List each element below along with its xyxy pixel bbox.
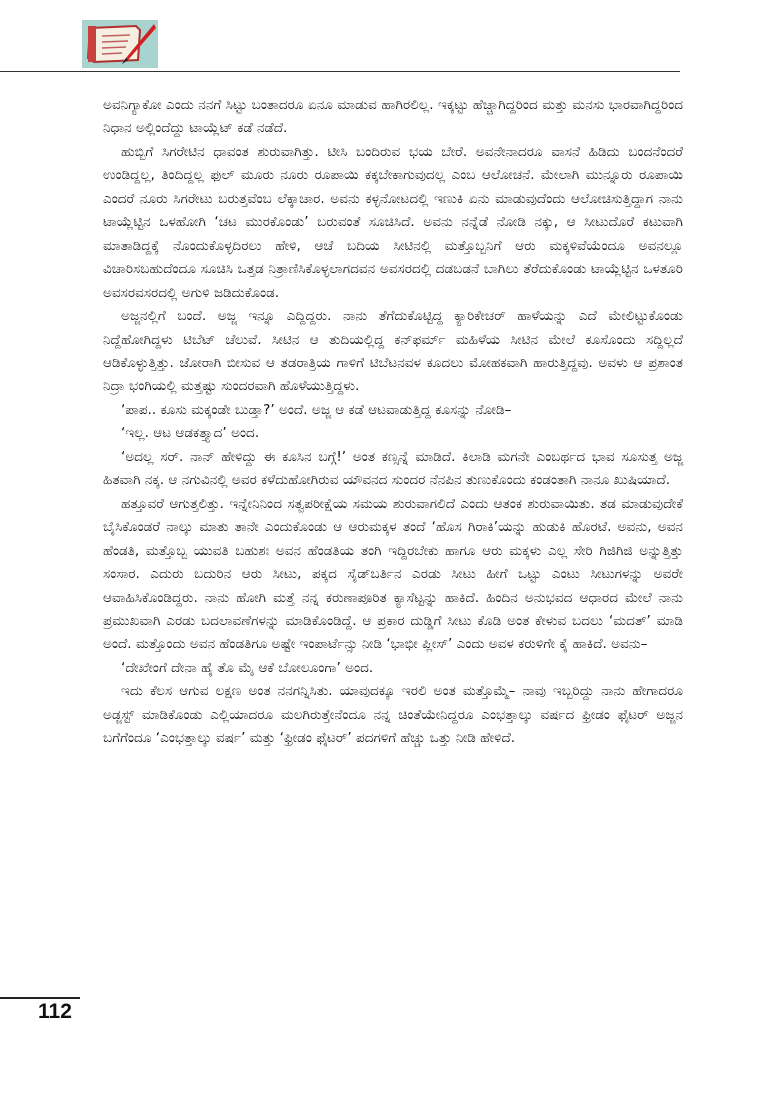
paragraph: ಹುಬ್ಬಿಗೆ ಸಿಗರೇಟಿನ ಧಾವಂತ ಶುರುವಾಗಿತ್ತು. ಟೀಸಿ ಬಂದಿರುವ ಭಯ ಬೇರೆ. ಅವನೇನಾದರೂ ವಾಸನೆ ಹಿಡಿದು ಬಂದನೆಂದರೆ ಉಂಡಿದ್ದಲ್ಲ, ತಿಂದಿದ್ದಲ್ಲ ಫುಲ್ ಮೂರು ನೂರು ರೂಪಾಯಿ ಕಕ್ಕಬೇಕಾಗುವುದಲ್ಲ ಎಂಬ ಆಲೋಚನೆ. ಮೇಲಾಗಿ ಮುನ್ನೂರು ರೂಪಾಯಿ ಎಂದರೆ ನೂರು ಸಿಗರೇಟು ಬರುತ್ತವೆಂಬ ಲೆಕ್ಕಾಚಾರ. ಅವನು ಕಳ್ಳನೋಟದಲ್ಲಿ ಇಣುಕಿ ಏನು ಮಾಡುವುದೆಂದು ಆಲೋಚಿಸುತ್ತಿದ್ದಾಗ ನಾನು ಟಾಯ್ಲೆಟ್ಟಿನ ಒಳಹೋಗಿ ‘ಚಟ ಮುರಕೊಂಡು’ ಬರುವಂತೆ ಸೂಚಿಸಿದೆ. ಅವನು ನನ್ನೆಡೆ ನೋಡಿ ನಕ್ಕು, ಆ ಸೀಟುದೊರೆ ಕಟುವಾಗಿ ಮಾತಾಡಿದ್ದಕ್ಕೆ ನೊಂದುಕೊಳ್ಳದಿರಲು ಹೇಳಿ, ಆಚೆ ಬದಿಯ ಸೀಟಿನಲ್ಲಿ ಮತ್ತೊಬ್ಬನಿಗೆ ಆರು ಮಕ್ಕಳಿವೆಯೆಂದೂ ಅವನಲ್ಲೂ ವಿಚಾರಿಸಬಹುದೆಂದೂ ಸೂಚಿಸಿ ಒತ್ತಡ ನಿತ್ರಾಣಿಸಿಕೊಳ್ಳಲಾಗದವನ ಅವಸರದಲ್ಲಿ ದಡಬಡನೆ ಬಾಗಿಲು ತೆರೆದುಕೊಂಡು ಟಾಯ್ಲೆಟ್ಟಿನ ಒಳತೂರಿ ಅವಸರವಸರದಲ್ಲಿ ಅಗುಳಿ ಜಡಿದುಕೊಂಡ. xyxy=(103,143,683,301)
page-number: 112 xyxy=(38,1000,72,1023)
footer-rule xyxy=(0,997,80,999)
header-rule xyxy=(0,71,680,72)
paragraph: ‘ಅದಲ್ಲ ಸರ್. ನಾನ್ ಹೇಳಿದ್ದು ಈ ಕೂಸಿನ ಬಗ್ಗೆ!’ ಅಂತ ಕಣ್ಸನ್ನೆ ಮಾಡಿದೆ. ಕಿಲಾಡಿ ಮಗನೇ ಎಂಬರ್ಥದ ಭಾವ ಸೂಸುತ್ತ ಅಜ್ಜ ಹಿತವಾಗಿ ನಕ್ಕ. ಆ ನಗುವಿನಲ್ಲಿ ಅವರ ಕಳೆದುಹೋಗಿರುವ ಯೌವನದ ಸುಂದರ ನೆನಪಿನ ತುಣುಕೊಂದು ಕಂಡಂತಾಗಿ ನಾನೂ ಖುಷಿಯಾದೆ. xyxy=(103,448,683,489)
paragraph: ‘ಪಾಪ.. ಕೂಸು ಮಕ್ಕಂಡೇ ಬುಡ್ತಾ?’ ಅಂದೆ. ಅಜ್ಜ ಆ ಕಡೆ ಆಟವಾಡುತ್ತಿದ್ದ ಕೂಸನ್ನು ನೋಡಿ– xyxy=(121,401,512,418)
paragraph: ಹತ್ತೂವರೆ ಆಗುತ್ತಲಿತ್ತು. ಇನ್ನೇನಿನಿಂದ ಸತ್ವಪರೀಕ್ಷೆಯ ಸಮಯ ಶುರುವಾಗಲಿದೆ ಎಂದು ಆತಂಕ ಶುರುವಾಯಿತು. ತಡ ಮಾಡುವುದೇಕೆ ಬೈಸಿಕೊಂಡರೆ ನಾಲ್ಕು ಮಾತು ತಾನೇ ಎಂದುಕೊಂಡು ಆ ಆರುಮಕ್ಕಳ ತಂದೆ ‘ಹೊಸ ಗಿರಾಕಿ’ಯನ್ನು ಹುಡುಕಿ ಹೊರಟೆ. ಅವನು, ಅವನ ಹೆಂಡತಿ, ಮತ್ತೊಬ್ಬ ಯುವತಿ ಬಹುಶಃ ಅವನ ಹೆಂಡತಿಯ ತಂಗಿ ಇದ್ದಿರಬೇಕು ಹಾಗೂ ಆರು ಮಕ್ಕಳು ಎಲ್ಲ ಸೇರಿ ಗಿಜಿಗಿಜಿ ಅನ್ನುತ್ತಿತ್ತು ಸಂಸಾರ. ಎದುರು ಬದುರಿನ ಆರು ಸೀಟು, ಪಕ್ಕದ ಸೈಡ್‌ಬರ್ತಿನ ಎರಡು ಸೀಟು ಹೀಗೆ ಒಟ್ಟು ಎಂಟು ಸೀಟುಗಳನ್ನು ಅವರೇ ಆವಾಹಿಸಿಕೊಂಡಿದ್ದರು. ನಾನು ಹೋಗಿ ಮತ್ತೆ ನನ್ನ ಕರುಣಾಪೂರಿತ ಕ್ಯಾಸೆಟ್ಟನ್ನು ಹಾಕಿದೆ. ಹಿಂದಿನ ಅನುಭವದ ಆಧಾರದ ಮೇಲೆ ನಾನು ಪ್ರಮುಖವಾಗಿ ಎರಡು ಬದಲಾವಣೆಗಳನ್ನು ಮಾಡಿಕೊಂಡಿದ್ದೆ. ಆ ಪ್ರಕಾರ ದುಡ್ಡಿಗೆ ಸೀಟು ಕೊಡಿ ಅಂತ ಕೇಳುವ ಬದಲು ‘ಮದತ್’ ಮಾಡಿ ಅಂದೆ. ಮತ್ತೊಂದು ಅವನ ಹೆಂಡತಿಗೂ ಅಷ್ಟೇ ಇಂಪಾರ್ಟೆನ್ಸು ನೀಡಿ ‘ಭಾಭೀ ಪ್ಲೀಸ್’ ಎಂದು ಅವಳ ಕರುಳಿಗೇ ಕೈ ಹಾಕಿದೆ. ಅವನು– xyxy=(103,495,683,653)
paper-quill-icon xyxy=(82,20,158,68)
paragraph: ಅಜ್ಜನಲ್ಲಿಗೆ ಬಂದೆ. ಅಜ್ಜ ಇನ್ನೂ ಎದ್ದಿದ್ದರು. ನಾನು ತೆಗೆದುಕೊಟ್ಟಿದ್ದ ಕ್ಯಾರಿಕೇಚರ್ ಹಾಳೆಯನ್ನು ಎದೆ ಮೇಲಿಟ್ಟುಕೊಂಡು ನಿದ್ದೆಹೋಗಿದ್ದಳು ಟಿಬೆಟ್ ಚೆಲುವೆ. ಸೀಟಿನ ಆ ತುದಿಯಲ್ಲಿದ್ದ ಕನ್‌ಫರ್ಮ್ ಮಹಿಳೆಯ ಸೀಟಿನ ಮೇಲೆ ಕೂಸೊಂದು ಸದ್ದಿಲ್ಲದೆ ಆಡಿಕೊಳ್ಳುತ್ತಿತ್ತು. ಜೋರಾಗಿ ಬೀಸುವ ಆ ತಡರಾತ್ರಿಯ ಗಾಳಿಗೆ ಟಿಬೆಟನವಳ ಕೂದಲು ಮೋಹಕವಾಗಿ ಹಾರುತ್ತಿದ್ದವು. ಅವಳು ಆ ಪ್ರಶಾಂತ ನಿದ್ರಾ ಭಂಗಿಯಲ್ಲಿ ಮತ್ತಷ್ಟು ಸುಂದರವಾಗಿ ಹೊಳೆಯುತ್ತಿದ್ದಳು. xyxy=(103,308,683,395)
paragraph: ಇದು ಕೆಲಸ ಆಗುವ ಲಕ್ಷಣ ಅಂತ ನನಗನ್ನಿಸಿತು. ಯಾವುದಕ್ಕೂ ಇರಲಿ ಅಂತ ಮತ್ತೊಮ್ಮೆ– ನಾವು ಇಬ್ಬರಿದ್ದು ನಾನು ಹೇಗಾದರೂ ಅಡ್ಜಸ್ಟ್ ಮಾಡಿಕೊಂಡು ಎಲ್ಲಿಯಾದರೂ ಮಲಗಿರುತ್ತೇನೆಂದೂ ನನ್ನ ಚಿಂತೆಯೇನಿದ್ದರೂ ಎಂಭತ್ತಾಲ್ಕು ವರ್ಷದ ಫ್ರೀಡಂ ಫೈಟರ್ ಅಜ್ಜನ ಬಗೆಗೆಂದೂ ‘ಎಂಭತ್ತಾಲ್ಕು ವರ್ಷ’ ಮತ್ತು ‘ಫ್ರೀಡಂ ಫೈಟರ್’ ಪದಗಳಿಗೆ ಹೆಚ್ಚು ಒತ್ತು ನೀಡಿ ಹೇಳಿದೆ. xyxy=(103,683,683,747)
paragraph: ‘ದೇಖೇಂಗೆ ದೇನಾ ಹೈ ತೊ ಮೈ ಆಕೆ ಬೋಲೂಂಗಾ’ ಅಂದ. xyxy=(121,659,374,676)
paragraph: ಅವನಿಗ್ಯಾಕೋ ಎಂದು ನನಗೆ ಸಿಟ್ಟು ಬಂತಾದರೂ ಏನೂ ಮಾಡುವ ಹಾಗಿರಲಿಲ್ಲ. ಇಕ್ಕಟ್ಟು ಹೆಚ್ಚಾಗಿದ್ದರಿಂದ ಮತ್ತು ಮನಸು ಭಾರವಾಗಿದ್ದರಿಂದ ನಿಧಾನ ಅಲ್ಲಿಂದೆದ್ದು ಟಾಯ್ಲೆಟ್ ಕಡೆ ನಡೆದೆ. xyxy=(103,97,683,137)
paragraph: ‘ಇಲ್ಲ. ಆಟ ಆಡಕತ್ತ್ಯಾದ’ ಅಂದ. xyxy=(121,425,260,442)
body-text xyxy=(103,94,683,751)
